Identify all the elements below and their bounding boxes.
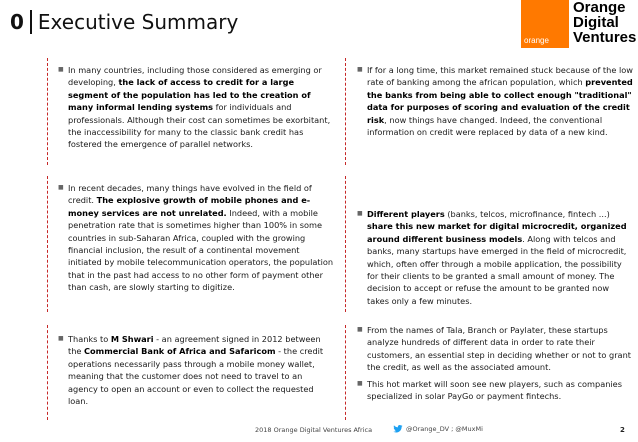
bullet-icon: ■ <box>58 184 64 191</box>
panel-different-players <box>357 208 633 307</box>
panel-text: From the names of Tala, Branch or Paylater, these startups analyze hundreds of different data in order to rate their customers, an essential step in deciding whether or not to grant the credit, as well as the associated amount. <box>367 325 631 373</box>
bold-run: share this new market for digital microcredit, organized around different business models <box>367 221 627 244</box>
bullet-icon: ■ <box>357 379 363 387</box>
orange-digital-ventures-logo <box>521 0 636 48</box>
panel-banking-data <box>357 64 633 138</box>
left-divider-2 <box>47 176 49 312</box>
bold-run: The explosive growth of mobile phones and e-money services are not unrelated. <box>68 195 311 218</box>
text-run: In many countries, including those considered as emerging or developing, <box>68 65 322 88</box>
bullet-icon: ■ <box>58 66 64 73</box>
title-text: Executive Summary <box>37 10 239 34</box>
bullet-icon: ■ <box>58 335 64 342</box>
orange-logo-square <box>521 0 569 48</box>
text-run: - the credit operations necessarily pass through a mobile money wallet, meaning that the customer does not need to travel to an agency to open an account or even to collect the requested loan. <box>68 346 324 407</box>
text-run: If for a long time, this market remained stuck because of the low rate of banking among the african population, which <box>367 65 633 88</box>
title-separator <box>30 10 32 34</box>
panel-text <box>68 64 334 151</box>
text-run: , now things have changed. Indeed, the conventional information on credit were replaced by data of a new kind. <box>367 114 608 138</box>
bold-run: Different players <box>367 209 445 219</box>
page-title <box>0 6 238 38</box>
bold-run: Commercial Bank of Africa and Safaricom <box>84 346 276 357</box>
twitter-handles: @Orange_DV ; @MuxMi <box>406 425 483 433</box>
panel-text: This hot market will soon see new players, such as companies specialized in solar PayGo or payment fintechs. <box>367 378 622 402</box>
logo-line-2: Digital <box>573 14 619 31</box>
section-number: 0 <box>10 10 24 34</box>
logo-line-3: Ventures <box>573 29 637 46</box>
bullet-icon: ■ <box>357 66 363 73</box>
twitter-icon <box>393 424 403 434</box>
right-divider-3 <box>345 325 347 420</box>
bold-run: prevented the banks from being able to collect enough "traditional" data for purposes of scoring and evaluation of the credit risk <box>367 77 633 125</box>
bold-run: the lack of access to credit for a large segment of the population has led to the creation of many informal lending systems <box>68 77 311 113</box>
panel-startups <box>357 324 633 402</box>
logo-line-1: Orange <box>573 0 626 16</box>
logo-small-label: orange <box>524 36 549 45</box>
text-run: (banks, telcos, microfinance, fintech ...) <box>444 209 610 219</box>
text-run: for individuals and professionals. Although their cost can sometimes be exorbitant, the inaccessibility for many to the classic bank credit has fostered the emergence of parallel networks. <box>68 102 331 150</box>
text-run: In recent decades, many things have evolved in the field of credit. <box>68 183 312 206</box>
panel-text <box>367 208 633 307</box>
text-run: Thanks to <box>68 334 111 344</box>
bold-run: M Shwari <box>110 334 154 344</box>
left-divider-3 <box>47 325 49 420</box>
footer-twitter <box>393 424 483 434</box>
text-run: . Along with telcos and banks, many startups have emerged in the field of microcredit, which, often offer through a mobile application, the possibility for their clients to be granted a small amount of money. The decision to accept or refuse the amount to be granted now takes only a few minutes. <box>367 233 627 306</box>
bullet-icon: ■ <box>357 210 363 217</box>
bullet-icon: ■ <box>357 326 363 333</box>
panel-mobile-growth <box>58 182 334 294</box>
text-run: Indeed, with a mobile penetration rate that is sometimes higher than 100% in some countries in sub-Saharan Africa, coupled with the growing financial inclusion, the result of a continental movement initiated by mobile telecommunication operators, the population that in the past had access to no other form of payment other than cash, are slowly starting to digitize. <box>68 207 334 293</box>
panel-text <box>68 333 334 407</box>
panel-m-shwari <box>58 333 334 407</box>
panel-text <box>367 64 633 138</box>
panel-text <box>68 182 334 294</box>
panel-informal-lending <box>58 64 334 151</box>
text-run: - an agreement signed in 2012 between the <box>68 334 321 357</box>
page-number: 2 <box>620 426 625 434</box>
logo-wordmark <box>573 0 636 45</box>
right-divider-1 <box>345 58 347 165</box>
left-divider-1 <box>47 58 49 165</box>
right-divider-2 <box>345 176 347 312</box>
footer-copyright: 2018 Orange Digital Ventures Africa <box>255 426 373 434</box>
